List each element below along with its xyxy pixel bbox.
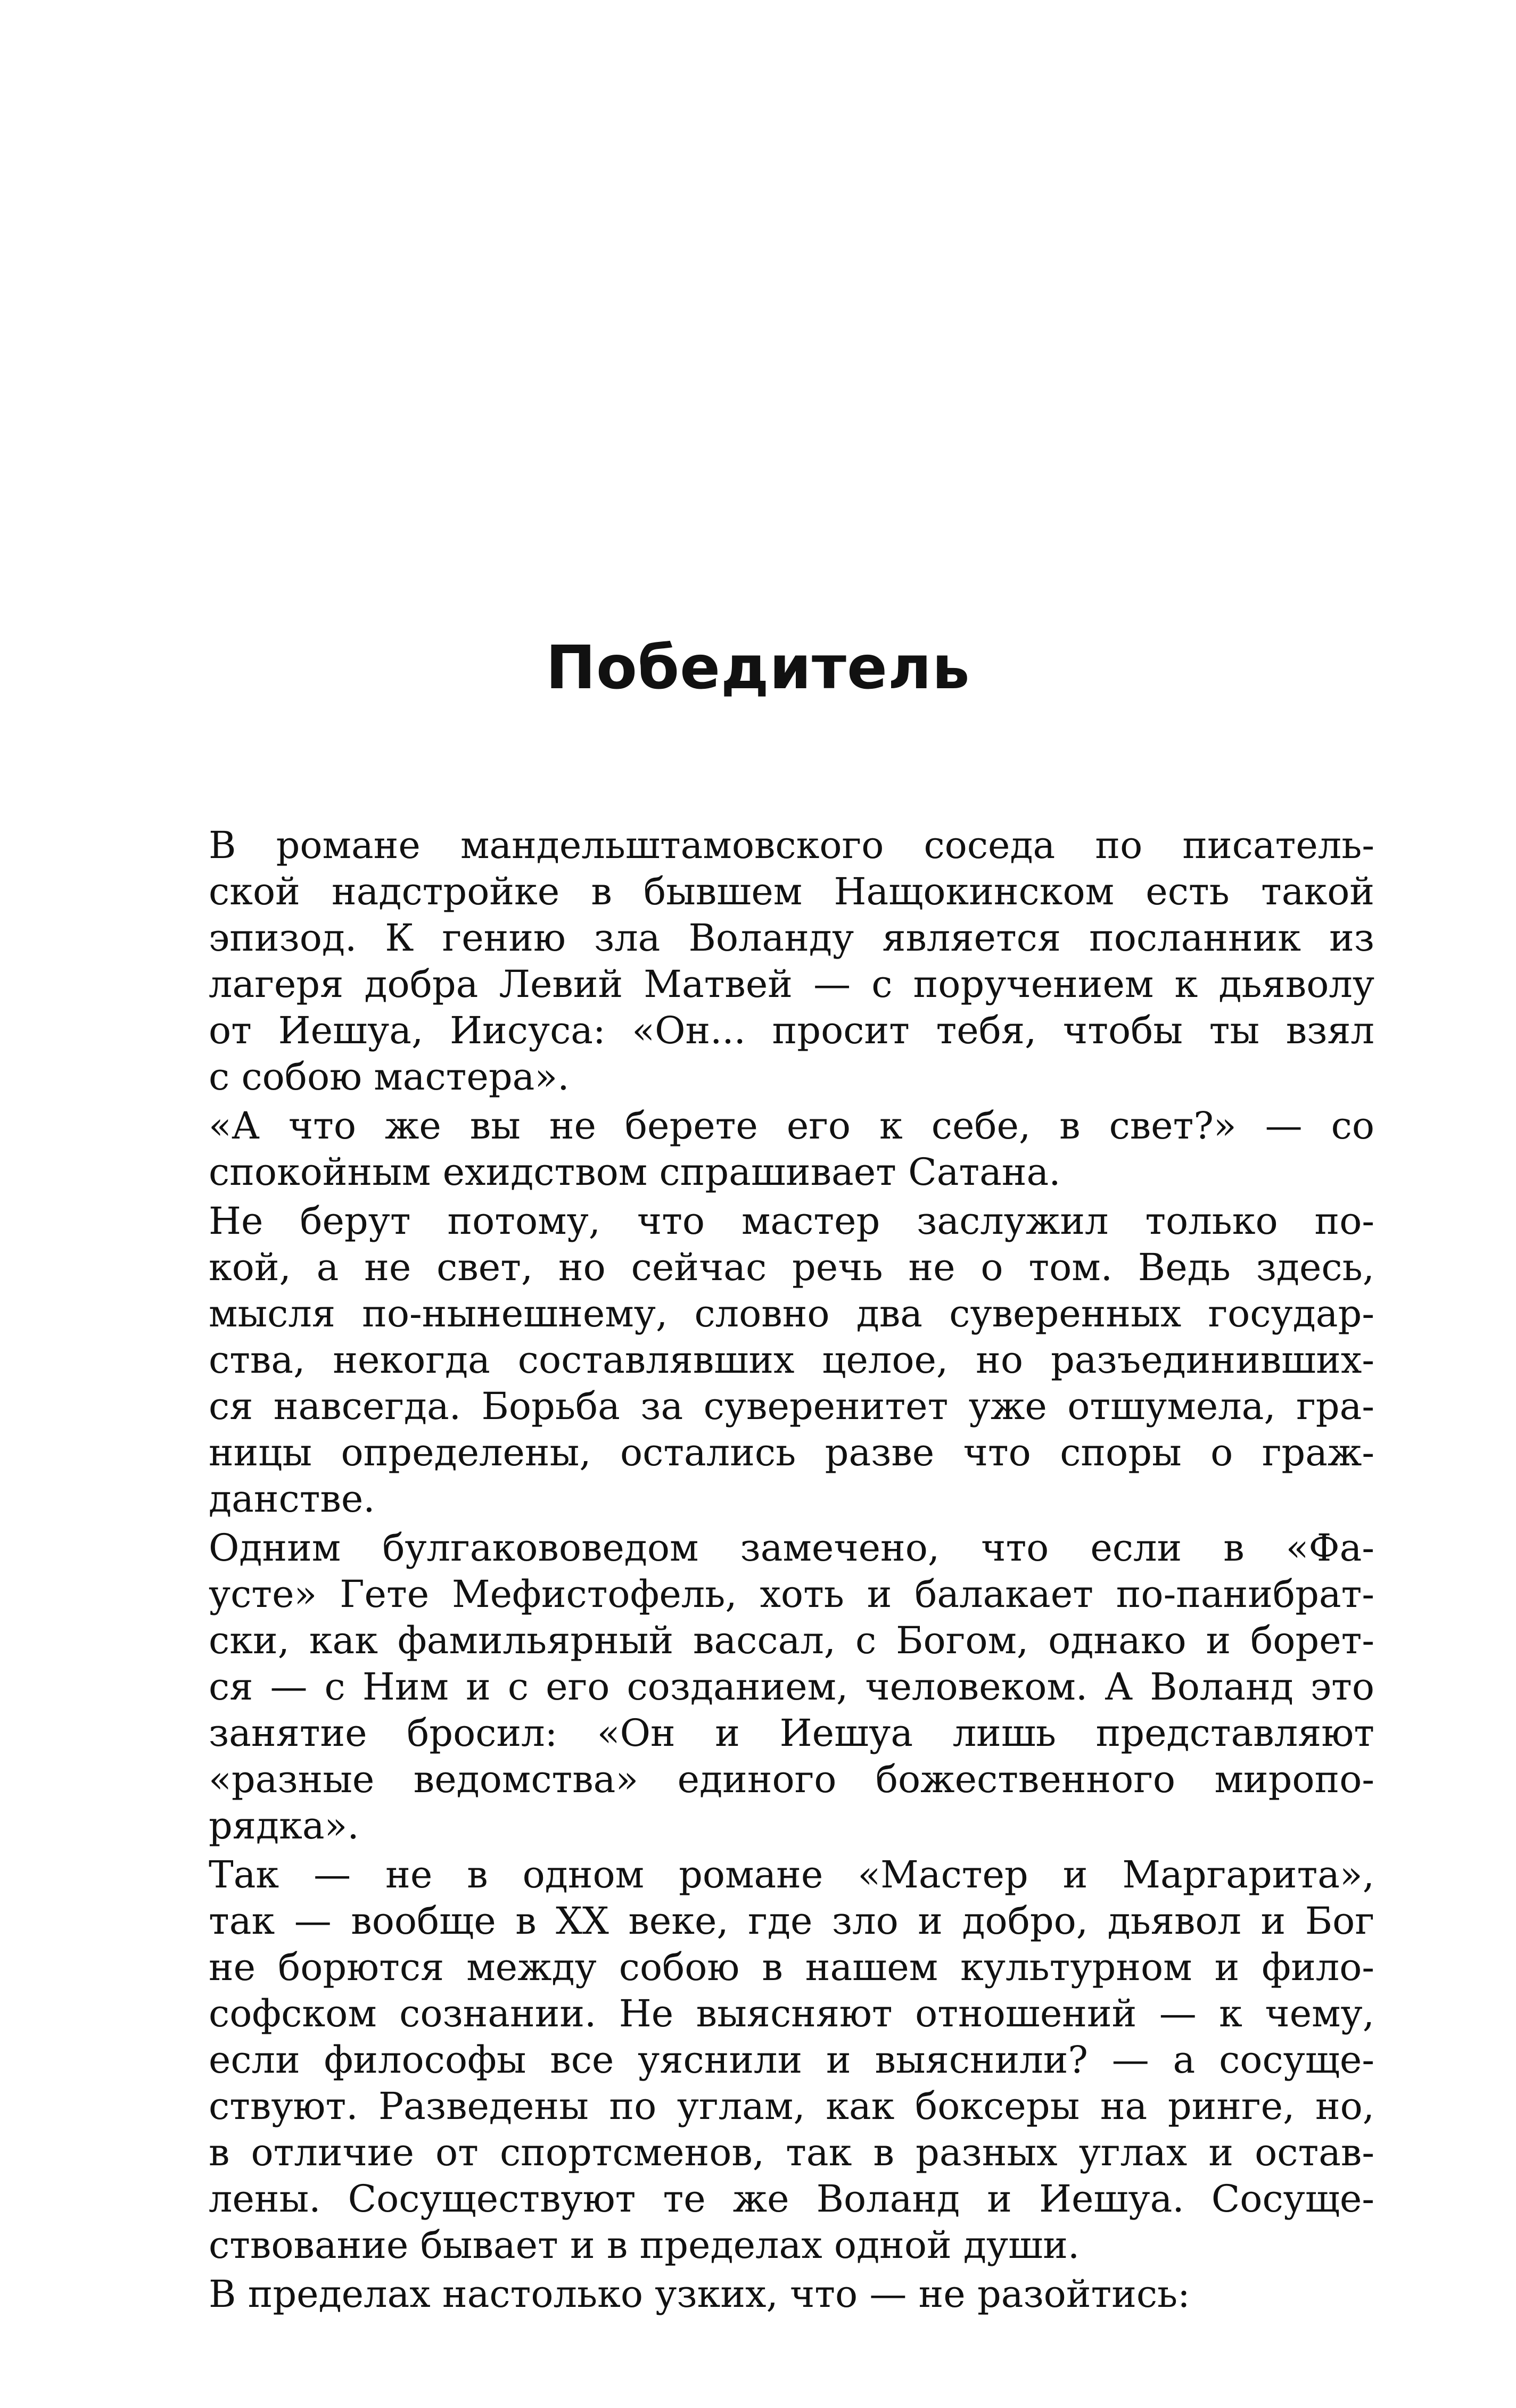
- text-line: ствуют. Разведены по углам, как боксеры на ринге, но,: [209, 2084, 1374, 2128]
- paragraph: [139, 1525, 1374, 1849]
- text-line: «А что же вы не берете его к себе, в свет?» — со: [209, 1104, 1374, 1148]
- text-line: не борются между собою в нашем культурном и фило-: [209, 1945, 1374, 1989]
- text-line: В романе мандельштамовского соседа по писатель-: [209, 823, 1374, 867]
- text-line: усте» Гете Мефистофель, хоть и балакает по-панибрат-: [209, 1572, 1374, 1616]
- text-line: ствование бывает и в пределах одной души.: [209, 2223, 1080, 2267]
- text-line: данстве.: [209, 1477, 375, 1521]
- text-line: ницы определены, остались разве что споры о граж-: [209, 1431, 1374, 1474]
- text-line: в отличие от спортсменов, так в разных углах и остав-: [209, 2131, 1374, 2174]
- chapter-body: [139, 822, 1374, 2320]
- text-line: софском сознании. Не выясняют отношений — к чему,: [209, 1992, 1374, 2035]
- text-line: мысля по-нынешнему, словно два суверенных государ-: [209, 1292, 1374, 1335]
- text-line: от Иешуа, Иисуса: «Он... просит тебя, чтобы ты взял: [209, 1009, 1374, 1052]
- text-line: с собою мастера».: [209, 1055, 570, 1099]
- text-line: ства, некогда составлявших целое, но разъединивших-: [209, 1338, 1374, 1382]
- text-line: Так — не в одном романе «Мастер и Маргарита»,: [209, 1853, 1374, 1896]
- text-line: занятие бросил: «Он и Иешуа лишь представляют: [209, 1711, 1374, 1755]
- text-line: рядка».: [209, 1804, 359, 1848]
- paragraph: [139, 1103, 1374, 1195]
- text-line: эпизод. К гению зла Воланду является посланник из: [209, 916, 1374, 960]
- text-line: «разные ведомства» единого божественного миропо-: [209, 1758, 1374, 1801]
- text-line: ся навсегда. Борьба за суверенитет уже отшумела, гра-: [209, 1384, 1374, 1428]
- text-line: спокойным ехидством спрашивает Сатана.: [209, 1150, 1061, 1194]
- text-line: Одним булгакововедом замечено, что если в «Фа-: [209, 1526, 1374, 1570]
- paragraph: [139, 1198, 1374, 1522]
- text-line: так — вообще в XX веке, где зло и добро, дьявол и Бог: [209, 1899, 1374, 1943]
- paragraph: [139, 822, 1374, 1100]
- text-line: Не берут потому, что мастер заслужил только по-: [209, 1199, 1374, 1243]
- text-line: если философы все уяснили и выяснили? — а сосуще-: [209, 2038, 1374, 2082]
- text-line: лены. Сосуществуют те же Воланд и Иешуа. Сосуще-: [209, 2177, 1374, 2221]
- paragraph: [139, 2271, 1374, 2318]
- text-line: лагеря добра Левий Матвей — с поручением к дьяволу: [209, 962, 1374, 1006]
- text-line: ской надстройке в бывшем Нащокинском есть такой: [209, 870, 1374, 913]
- text-line: В пределах настолько узких, что — не разойтись:: [209, 2272, 1190, 2316]
- text-line: кой, а не свет, но сейчас речь не о том. Ведь здесь,: [209, 1246, 1374, 1289]
- text-line: ски, как фамильярный вассал, с Богом, однако и борет-: [209, 1619, 1374, 1662]
- chapter-title: Победитель: [546, 633, 970, 703]
- text-line: ся — с Ним и с его созданием, человеком. А Воланд это: [209, 1665, 1374, 1709]
- paragraph: [139, 1852, 1374, 2269]
